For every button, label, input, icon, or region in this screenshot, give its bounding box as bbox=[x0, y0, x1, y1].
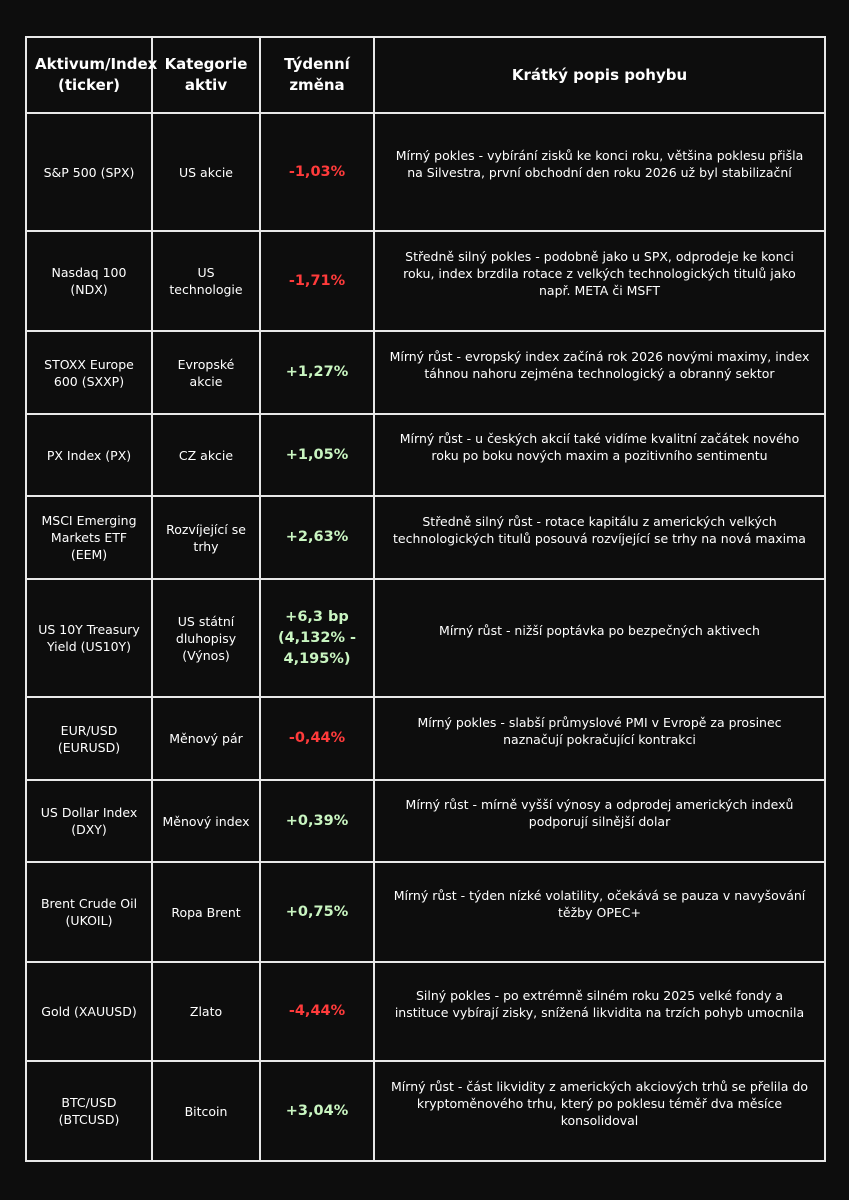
asset-cell: Nasdaq 100 (NDX) bbox=[26, 231, 152, 331]
category-cell: US státní dluhopisy (Výnos) bbox=[152, 579, 260, 697]
description-text: Mírný růst - část likvidity z amerických akciových trhů se přelila do kryptoměnového trhu, který po poklesu téměř dva měsíce konsolidoval bbox=[391, 1078, 808, 1128]
change-cell: -4,44% bbox=[260, 962, 374, 1061]
description-cell bbox=[374, 697, 825, 780]
description-cell bbox=[374, 496, 825, 579]
change-cell: +2,63% bbox=[260, 496, 374, 579]
table-row bbox=[26, 414, 825, 496]
table-row bbox=[26, 579, 825, 697]
asset-cell: PX Index (PX) bbox=[26, 414, 152, 496]
change-cell: +3,04% bbox=[260, 1061, 374, 1161]
table-header-row bbox=[26, 37, 825, 113]
change-cell: +1,05% bbox=[260, 414, 374, 496]
asset-cell: US Dollar Index (DXY) bbox=[26, 780, 152, 862]
description-cell bbox=[374, 962, 825, 1061]
change-cell: +6,3 bp (4,132% - 4,195%) bbox=[260, 579, 374, 697]
table-row bbox=[26, 697, 825, 780]
description-cell bbox=[374, 231, 825, 331]
description-text: Mírný růst - evropský index začíná rok 2026 novými maximy, index táhnou nahoru zejména technologický a obranný sektor bbox=[389, 348, 810, 381]
table-row bbox=[26, 1061, 825, 1161]
table-row bbox=[26, 331, 825, 414]
table-row bbox=[26, 496, 825, 579]
description-text: Mírný pokles - slabší průmyslové PMI v Evropě za prosinec naznačují pokračující kontrakci bbox=[417, 714, 782, 747]
description-cell bbox=[374, 331, 825, 414]
header-asset: Aktivum/Index (ticker) bbox=[26, 37, 152, 113]
description-text: Silný pokles - po extrémně silném roku 2025 velké fondy a instituce vybírají zisky, snížená likvidita na trzích pohyb umocnila bbox=[394, 987, 805, 1020]
description-cell bbox=[374, 414, 825, 496]
change-cell: -0,44% bbox=[260, 697, 374, 780]
description-cell bbox=[374, 862, 825, 962]
asset-cell: Gold (XAUUSD) bbox=[26, 962, 152, 1061]
asset-cell: S&P 500 (SPX) bbox=[26, 113, 152, 231]
change-cell: +1,27% bbox=[260, 331, 374, 414]
category-cell: US technologie bbox=[152, 231, 260, 331]
category-cell: Zlato bbox=[152, 962, 260, 1061]
description-cell bbox=[374, 579, 825, 697]
description-text: Mírný pokles - vybírání zisků ke konci roku, většina poklesu přišla na Silvestra, první obchodní den roku 2026 už byl stabilizační bbox=[395, 148, 804, 180]
table-row bbox=[26, 862, 825, 962]
category-cell: CZ akcie bbox=[152, 414, 260, 496]
description-text: Mírný růst - u českých akcií také vidíme kvalitní začátek nového roku po boku nových maxim a pozitivního sentimentu bbox=[399, 431, 800, 463]
asset-cell: MSCI Emerging Markets ETF (EEM) bbox=[26, 496, 152, 579]
asset-cell: BTC/USD (BTCUSD) bbox=[26, 1061, 152, 1161]
asset-cell: Brent Crude Oil (UKOIL) bbox=[26, 862, 152, 962]
category-cell: Ropa Brent bbox=[152, 862, 260, 962]
category-cell: Měnový index bbox=[152, 780, 260, 862]
table-row bbox=[26, 113, 825, 231]
header-change: Týdenní změna bbox=[260, 37, 374, 113]
weekly-market-table bbox=[25, 36, 826, 1162]
change-cell: +0,39% bbox=[260, 780, 374, 862]
asset-cell: STOXX Europe 600 (SXXP) bbox=[26, 331, 152, 414]
table-row bbox=[26, 962, 825, 1061]
table-row bbox=[26, 780, 825, 862]
description-text: Mírný růst - týden nízké volatility, očekává se pauza v navyšování těžby OPEC+ bbox=[393, 888, 806, 920]
category-cell: Evropské akcie bbox=[152, 331, 260, 414]
header-category: Kategorie aktiv bbox=[152, 37, 260, 113]
description-cell bbox=[374, 780, 825, 862]
description-cell bbox=[374, 113, 825, 231]
category-cell: Měnový pár bbox=[152, 697, 260, 780]
change-cell: -1,71% bbox=[260, 231, 374, 331]
asset-cell: US 10Y Treasury Yield (US10Y) bbox=[26, 579, 152, 697]
weekly-market-table-container bbox=[25, 36, 824, 1162]
description-cell bbox=[374, 1061, 825, 1161]
description-text: Mírný růst - nižší poptávka po bezpečných aktivech bbox=[439, 622, 760, 638]
category-cell: Bitcoin bbox=[152, 1061, 260, 1161]
category-cell: US akcie bbox=[152, 113, 260, 231]
description-text: Středně silný růst - rotace kapitálu z amerických velkých technologických titulů posouvá rozvíjející se trhy na nová maxima bbox=[393, 513, 806, 546]
change-cell: +0,75% bbox=[260, 862, 374, 962]
category-cell: Rozvíjející se trhy bbox=[152, 496, 260, 579]
description-text: Středně silný pokles - podobně jako u SPX, odprodeje ke konci roku, index brzdila rotace z velkých technologických titulů jako např. META či MSFT bbox=[403, 248, 796, 298]
asset-cell: EUR/USD (EURUSD) bbox=[26, 697, 152, 780]
description-text: Mírný růst - mírně vyšší výnosy a odprodej amerických indexů podporují silnější dolar bbox=[405, 797, 794, 829]
table-row bbox=[26, 231, 825, 331]
change-cell: -1,03% bbox=[260, 113, 374, 231]
header-description: Krátký popis pohybu bbox=[374, 37, 825, 113]
